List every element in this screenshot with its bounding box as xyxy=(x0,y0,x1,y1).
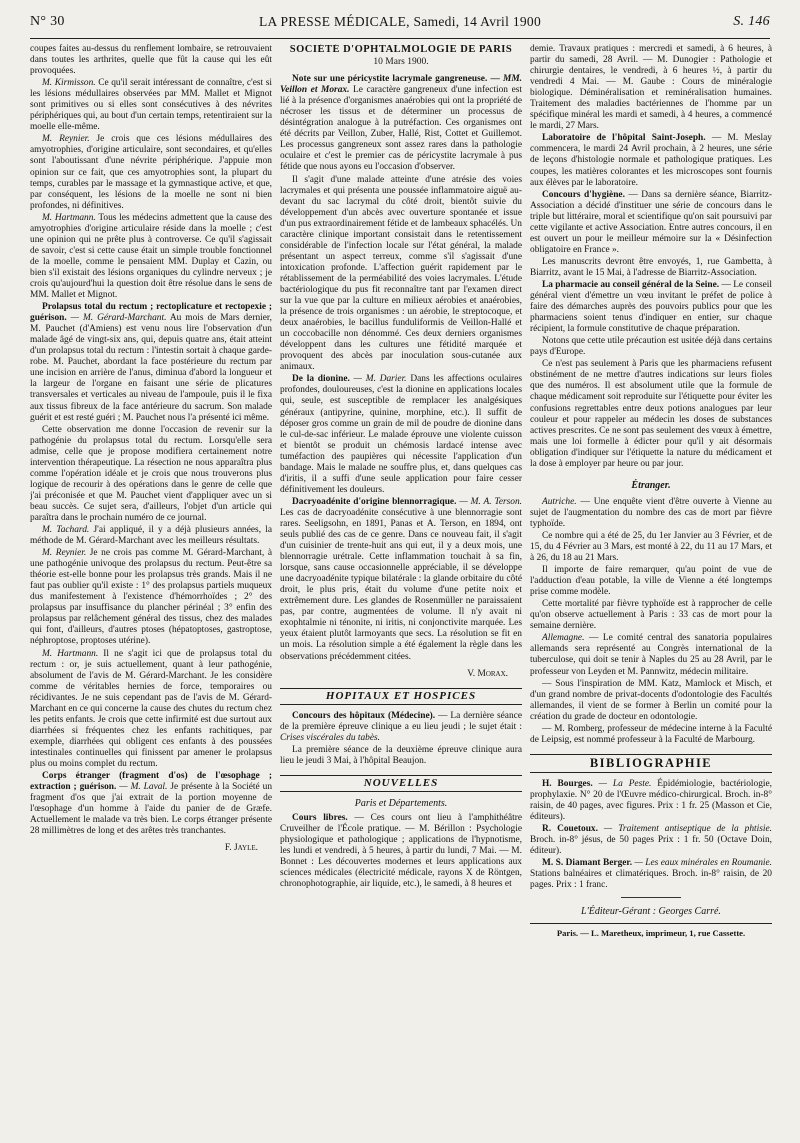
paragraph-text: Il ne s'agit ici que de prolapsus total du rectum : or, je suis actuellement, quant à leur pathogénie, absolument de l'avis de M. Gérard-Marchant. Je les considère comme de véritables hernies de force, temporaires ou récidivantes. Je ne suis cependant pas de l'avis de M. Gérard-Marchant en ce qui concerne la cause des chutes du rectum chez les petits enfants. Je crois que cette infirmité est due surtout aux diarrhées si fréquentes chez les enfants rachitiques, par exemple, diarrhées qui obligent ces enfants à des poussées intestinales continuelles qui finissent par amener le prolapsus plus ou moins complet du rectum. xyxy=(30,648,272,769)
paragraph-text: Dans les affections oculaires profondes, douloureuses, c'est la dionine en applications locales qui, seule, est susceptible de remplacer les analgésiques généraux (antipyrine, quinine, morphine, etc.). Il suffit de déposer gros comme un grain de mil de poudre de dionine dans le cul-de-sac inférieur. Le malade éprouve une violente cuisson et bientôt se produit un chémosis lardacé intense avec tuméfaction des paupières qui nécessite l'application d'un bandage. Mais le malade ne souffre plus, et, dans quelques cas d'iritis, il a suffi d'une seule application pour faire cesser définitivement les douleurs. xyxy=(280,374,522,495)
paragraph: Les manuscrits devront être envoyés, 1, rue Gambetta, à Biarritz, avant le 15 Mai, à l'adresse de Biarritz-Association. xyxy=(530,256,772,278)
article-title: Cours libres. xyxy=(292,813,348,823)
biblio-title: — Traitement antiseptique de la phtisie. xyxy=(597,824,772,835)
article-title: Laboratoire de l'hôpital Saint-Joseph. xyxy=(542,133,706,144)
article-title: Dacryoadénite d'origine blennorragique. xyxy=(292,496,457,507)
paragraph xyxy=(530,280,772,335)
editor-line: L'Éditeur-Gérant : Georges Carré. xyxy=(581,906,721,918)
paragraph xyxy=(30,134,272,211)
paragraph-text: — Le comité central des sanatoria populaires allemands sera représenté au Congrès international de la tuberculose, qui doit se tenir à Naples du 25 au 28 Avril, par le professeur von Leyden et M. Pannwitz, médecin militaire. xyxy=(530,633,772,677)
biblio-details: Stations balnéaires et climatériques. Broch. in-8° raisin, de 20 pages. Prix : 1 franc. xyxy=(530,869,772,891)
speaker: M. Hartmann. xyxy=(42,648,99,659)
paragraph-text: — Dans sa dernière séance, Biarritz-Association a décidé d'instituer une série de concours dans le triple but littéraire, moral et scientifique qu'on sait poursuivi par cette vigilante et active Association. Entre autres concours, il en est ouvert un pour le meilleur mémoire sur la « Désinfection obligatoire en France ». xyxy=(530,189,772,255)
article-title: Corps étranger (fragment d'os) de l'œsophage ; extraction ; guérison. xyxy=(30,771,272,793)
paragraph-text: Le caractère gangreneux d'une infection est lié à la présence d'organismes anaérobies qui ont la propriété de nécroser les tissus et de déterminer un processus de désintégration analogue à la putréfaction. Ces organismes ont été décrits par Veillon, Zuber, Hallé, Rist, Cottet et Guillemot. Les processus gangreneux sont assez rares dans la pathologie oculaire et c'est le premier cas de péricystite lacrymale à pus fétide que nous ayons eu l'occasion d'observer. xyxy=(280,85,522,173)
paragraph-text: — M. Meslay commencera, le mardi 24 Avril prochain, à 2 heures, une série de leçons d'histologie normale et pathologique pratiques. Les coupes, les matières colorantes et les microscopes sont fournis aux élèves par le laboratoire. xyxy=(530,133,772,188)
paragraph xyxy=(30,78,272,133)
paragraph-text: Ce qu'il serait intéressant de connaître, c'est si les lésions médullaires observées par MM. Mallet et Mignot sont primitives ou si elles sont consécutives à des névrites périphériques qui, au bout d'un certain temps, retentiraient sur la moelle elle-même. xyxy=(30,78,272,133)
paragraph xyxy=(280,374,522,496)
paragraph xyxy=(30,649,272,771)
paragraph: Ce nombre qui a été de 25, du 1er Janvier au 3 Février, et de 15, du 4 Février au 3 Mars, est monté à 22, du 11 au 17 Mars, et à 26, du 18 au 21 Mars. xyxy=(530,530,772,564)
biblio-title: — Les eaux minérales en Roumanie. xyxy=(632,858,772,869)
speaker: M. Kirmisson. xyxy=(42,78,96,89)
paragraph-text: — Le conseil général vient d'émettre un vœu invitant le préfet de police à faire des démarches auprès des pouvoirs publics pour que les pharmaciens soient tenus d'indiquer en entier, sur chaque récipient, la formule constitutive de chaque préparation. xyxy=(530,279,772,335)
biblio-author: R. Couetoux. xyxy=(542,824,598,835)
biblio-author: M. S. Diamant Berger. xyxy=(542,858,633,869)
subsection-title: Étranger. xyxy=(631,479,671,491)
signature: V. Morax. xyxy=(467,668,508,679)
speaker: M. Reynier. xyxy=(42,548,87,559)
signature: F. Jayle. xyxy=(224,843,258,854)
journal-title: LA PRESSE MÉDICALE, Samedi, 14 Avril 1900 xyxy=(258,14,542,29)
paragraph xyxy=(30,302,272,424)
paragraph-text: Les cas de dacryoadénite consécutive à une blennorragie sont rares. Seeligsohn, en 1891, Panas et A. Terson, en 1894, ont seuls publié des cas de ce genre. Dans ce nouveau fait, il s'agit d'un cuisinier de trente-huit ans qui eut, il y a deux mois, une blennorragie urétrale. Cette inflammation touchait à sa fin, lorsque, sans cause occasionnelle appréciable, il se développe une dacryoadénite typique bilatérale : la glande orbitaire du côté droit, le plus pris, était du volume d'une petite noix et extrêmement dure. Les glandes de Rosenmüller ne paraissaient pas, par contre, augmentées de volume. Il n'y avait ni exophtalmie ni ténonite, ni iritis, ni conjonctivite marquée. Les yeux étaient plutôt larmoyants que secs. La résolution se fit en un mois. La résolution simple a été également la règle dans les observations précédemment citées. xyxy=(280,507,522,662)
article-author: — M. Darier. xyxy=(349,374,407,385)
paragraph-text: — La dernière séance de la première épreuve clinique a eu lieu jeudi ; le sujet était : xyxy=(280,710,522,732)
paragraph xyxy=(530,190,772,256)
paragraph xyxy=(30,548,272,647)
paragraph xyxy=(530,497,772,530)
page-header xyxy=(30,14,770,38)
divider xyxy=(621,897,681,898)
exam-subject: Crises viscérales du tabès. xyxy=(280,732,380,743)
biblio-details: Broch. in-8° jésus, de 50 pages Prix : 1 fr. 50 (Octave Doin, éditeur). xyxy=(530,835,772,857)
paragraph-text: Je présente à la Société un fragment d'os que j'ai extrait de la portion moyenne de l'œsophage d'un homme à l'aide du panier de de Græfe. Actuellement le malade va très bien. Le corps étranger présente 28 millimètres de long et des arêtes très tranchantes. xyxy=(30,782,272,837)
article-author: — M. A. Terson. xyxy=(456,496,522,507)
paragraph: coupes faites au-dessus du renflement lombaire, se retrouvaient dans toutes les arthrites, quelle que fût la cause qui les eût provoquées. xyxy=(30,44,272,77)
section-banner-nouvelles: NOUVELLES xyxy=(280,775,522,792)
paragraph: — Sous l'inspiration de MM. Katz, Mamlock et Misch, et d'un grand nombre de privat-docents d'odontologie des Facultés allemandes, il vient de se former à Berlin un comité pour la création du grade de docteur en odontologie. xyxy=(530,678,772,722)
article-title: La pharmacie au conseil général de la Seine. xyxy=(542,279,720,290)
printer-line: Paris. — L. Maretheux, imprimeur, 1, rue Cassette. xyxy=(530,923,772,939)
paragraph xyxy=(30,771,272,837)
section-heading: SOCIÉTÉ D'OPHTALMOLOGIE DE PARIS xyxy=(289,44,513,55)
subsection-title: Paris et Départements. xyxy=(354,797,448,809)
paragraph: La première séance de la deuxième épreuve clinique aura lieu le jeudi 3 Mai, à l'hôpital Beaujon. xyxy=(280,744,522,766)
paragraph: Notons que cette utile précaution est usitée déjà dans certains pays d'Europe. xyxy=(530,336,772,358)
article-title: Note sur une péricystite lacrymale gangreneuse. xyxy=(292,74,488,85)
article-author: — MM. Veillon et Morax. xyxy=(280,74,522,96)
paragraph: Il s'agit d'une malade atteinte d'une atrésie des voies lacrymales et qui présenta une poussée inflammatoire aiguë au-devant du sac lacrymal du côté droit, bientôt suivie du développement d'un abcès avec ouverture spontanée et issue d'un pus extraordinairement fétide et de lambeaux sphacélés. Un caractère clinique important consistait dans le retentissement considérable de l'infection locale sur l'état général, la malade présentant un aspect terreux, comme s'il s'agissait d'une intoxication profonde. L'affection guérit rapidement par le rétablissement de la perméabilité des voies lacrymales. L'étude bactériologique du pus fit reconnaître tant par l'examen direct sur la vue que par la culture en milieux aérobies et anaérobies, la présence de trois organismes : un aérobie, le streptocoque, et deux anaérobies, le bacillus funduliformis de Veillon-Hallé et un coccobacille non dénommé. Ces deux derniers organismes développent dans les cultures une fétidité marquée et provoquent des abcès par inoculation sous-cutanée aux animaux. xyxy=(280,174,522,373)
section-banner-bibliographie: BIBLIOGRAPHIE xyxy=(530,754,772,773)
paragraph-text: Je crois que ces lésions médullaires des amyotrophies, d'origine articulaire, sont secondaires, et qu'elles sont l'aboutissant d'une névrite périphérique. J'appuie mon opinion sur ce fait, que ces amyotrophies sont, la plupart du temps, curables par le massage et la gymnastique active, et que, par conséquent, les lésions de la moelle ne sont ni bien profondes, ni définitives. xyxy=(30,134,272,211)
speaker: M. Reynier. xyxy=(42,134,90,145)
paragraph xyxy=(280,74,522,173)
column-left xyxy=(30,44,272,1119)
article-author: — M. Gérard-Marchant. xyxy=(66,313,167,324)
paragraph xyxy=(280,711,522,744)
page-number: S. 146 xyxy=(733,14,770,29)
paragraph: Cette observation me donne l'occasion de revenir sur la pathogénie du prolapsus total du rectum. Lorsqu'elle sera admise, celle que je propose modifiera certainement notre intervention thérapeutique. La résection ne nous apparaîtra plus comme l'opération idéale et je crois que nous trouverons plus logique de recourir à des opérations dans le genre de celle que j'ai préconisée et que M. Pauchet vient d'appliquer avec un si beau succès. Ce sujet sera, d'ailleurs, l'objet d'un article qui paraîtra dans le prochain numéro de ce journal. xyxy=(30,424,272,523)
biblio-author: H. Bourges. xyxy=(542,778,593,789)
header-rule xyxy=(30,38,770,39)
column-right xyxy=(530,44,772,1119)
paragraph-text: Au mois de Mars dernier, M. Pauchet (d'Amiens) est venu nous lire l'observation d'un malade âgé de vingt-six ans, qui, depuis quatre ans, était atteint d'un prolapsus total du rectum : l'intestin sortait à chaque garde-robe. M. Pauchet, abordant la face postérieure du rectum par une incision en arrière de l'anus, diminua d'abord la longueur et la largeur de l'organe en faisant une série de plicatures transversales et verticales au niveau de l'ampoule, puis il le fixa aux tissus fibreux de la face antérieure du sacrum. Son malade guérit et est resté guéri ; M. Pauchet nous l'a présenté ici même. xyxy=(30,313,272,423)
column-middle xyxy=(280,44,522,1119)
section-banner-hopitaux: HOPITAUX ET HOSPICES xyxy=(280,688,522,705)
paragraph-text: — Ces cours ont lieu à l'amphithéâtre Cruveilher de l'École pratique. — M. Bérillon : Psychologie physiologique et pathologique ; applications de l'hypnotisme, les lundi et vendredi, à 5 heures, à partir du lundi, 7 Mai. — M. Bonnet : Les découvertes modernes et leurs applications aux sciences médicales (électricité médicale, rayons X de Röntgen, chronophotographie, air liquide, etc.), le samedi, à 8 heures et xyxy=(280,813,522,890)
speaker: M. Hartmann. xyxy=(42,212,96,223)
paragraph: Il importe de faire remarquer, qu'au point de vue de l'adduction d'eau potable, la ville de Vienne a été longtemps prise comme modèle. xyxy=(530,565,772,598)
paragraph xyxy=(530,133,772,188)
article-title: Concours d'hygiène. xyxy=(542,189,625,200)
paragraph: Cette mortalité par fièvre typhoïde est à rapprocher de celle qu'on observe actuellement à Paris : 33 cas de mort pour la semaine dernière. xyxy=(530,599,772,632)
country: Autriche. xyxy=(542,496,577,507)
paragraph: Ce n'est pas seulement à Paris que les pharmaciens refusent obstinément de ne mettre d'autres indications sur leurs fioles que des numéros. Il est absolument utile que la formule de chaque médicament soit reproduite sur l'étiquette pour éviter les confusions regrettables entre deux potions analogues par leur couleur et pour rappeler au médecin les doses de substances actives prescrites. Ce ne sont pas seulement des vœux à émettre, mais une loi formelle à édicter pour qu'il y ait désormais obligation d'indiquer sur l'étiquette la nature du médicament et la dose à employer par heure ou par jour. xyxy=(530,359,772,469)
article-author: — M. Laval. xyxy=(116,782,168,793)
article-title: De la dionine. xyxy=(292,374,350,385)
biblio-entry xyxy=(530,779,772,823)
biblio-entry xyxy=(530,858,772,891)
paragraph xyxy=(30,213,272,301)
article-title: Concours des hôpitaux (Médecine). xyxy=(292,710,436,721)
biblio-title: — La Peste. xyxy=(592,778,652,789)
paragraph xyxy=(280,813,522,890)
biblio-details: Épidémiologie, bactériologie, prophylaxie. N° 20 de l'Œuvre médico-chirurgical. Broch. in-8° raisin, de 40 pages, avec figures. Prix : 1 fr. 25 (Masson et Cie, éditeurs). xyxy=(530,778,772,823)
paragraph-text: — Une enquête vient d'être ouverte à Vienne au sujet de l'augmentation du nombre des cas de mort par fièvre typhoïde. xyxy=(530,496,772,529)
article-title: Prolapsus total du rectum ; rectoplicature et rectopexie ; guérison. xyxy=(30,302,272,324)
issue-number: N° 30 xyxy=(30,14,65,29)
paragraph: — M. Romberg, professeur de médecine interne à la Faculté de Leipsig, est nommé professeur à la Faculté de Marbourg. xyxy=(530,723,772,745)
paragraph-text: Tous les médecins admettent que la cause des amyotrophies d'origine articulaire réside dans la moelle ; c'est une opinion qui ne prête plus à controverse. Ce qu'il s'agissait de savoir, c'est si cette cause était un simple trouble fonctionnel de la moelle, comme le pensaient MM. Duplay et Cazin, ou bien s'il existait des lésions organiques du cylindre nerveux ; je crois qu'aujourd'hui la question doit être résolue dans le sens de MM. Mallet et Mignot. xyxy=(30,212,272,301)
paragraph xyxy=(280,497,522,663)
country: Allemagne. xyxy=(542,633,585,644)
speaker: M. Tachard. xyxy=(42,525,90,536)
biblio-entry xyxy=(530,824,772,857)
paragraph-text: J'ai appliqué, il y a déjà plusieurs années, la méthode de M. Gérard-Marchant avec les meilleurs résultats. xyxy=(30,525,272,547)
paragraph: demie. Travaux pratiques : mercredi et samedi, à 6 heures, à partir du samedi, 28 Avril. — M. Dunogier : Pathologie et chirurgie dentaires, le vendredi, à 6 heures ½, à partir du vendredi 4 Mai. — M. Gaube : Cours de minéralogie biologique. Déminéralisation et reminéralisation humaines. Traitement des maladies bactériennes de l'homme par un spécifique minéral les mardi et samedi, à 4 heures, a commencé le mardi, 27 Mars. xyxy=(530,44,772,132)
paragraph xyxy=(30,525,272,547)
paragraph xyxy=(530,633,772,677)
section-date: 10 Mars 1900. xyxy=(373,57,429,68)
paragraph-text: Je ne crois pas comme M. Gérard-Marchant, à une pathogénie univoque des prolapsus du rectum. Peut-être sa théorie est-elle bonne pour les prolapsus très grands. Mais il ne faut pas oublier qu'il existe : 1° des prolapsus partiels muqueux dus manifestement à l'existence d'hémorrhoïdes ; 2° des prolapsus par insuffisance du plancher périnéal ; 3° enfin des prolapsus par relâchement général des tissus, chez des malades qui font, d'ailleurs, d'autres ptoses (hépatoptoses, gastroptose, néphroptose, proptoses utérine). xyxy=(30,548,272,647)
